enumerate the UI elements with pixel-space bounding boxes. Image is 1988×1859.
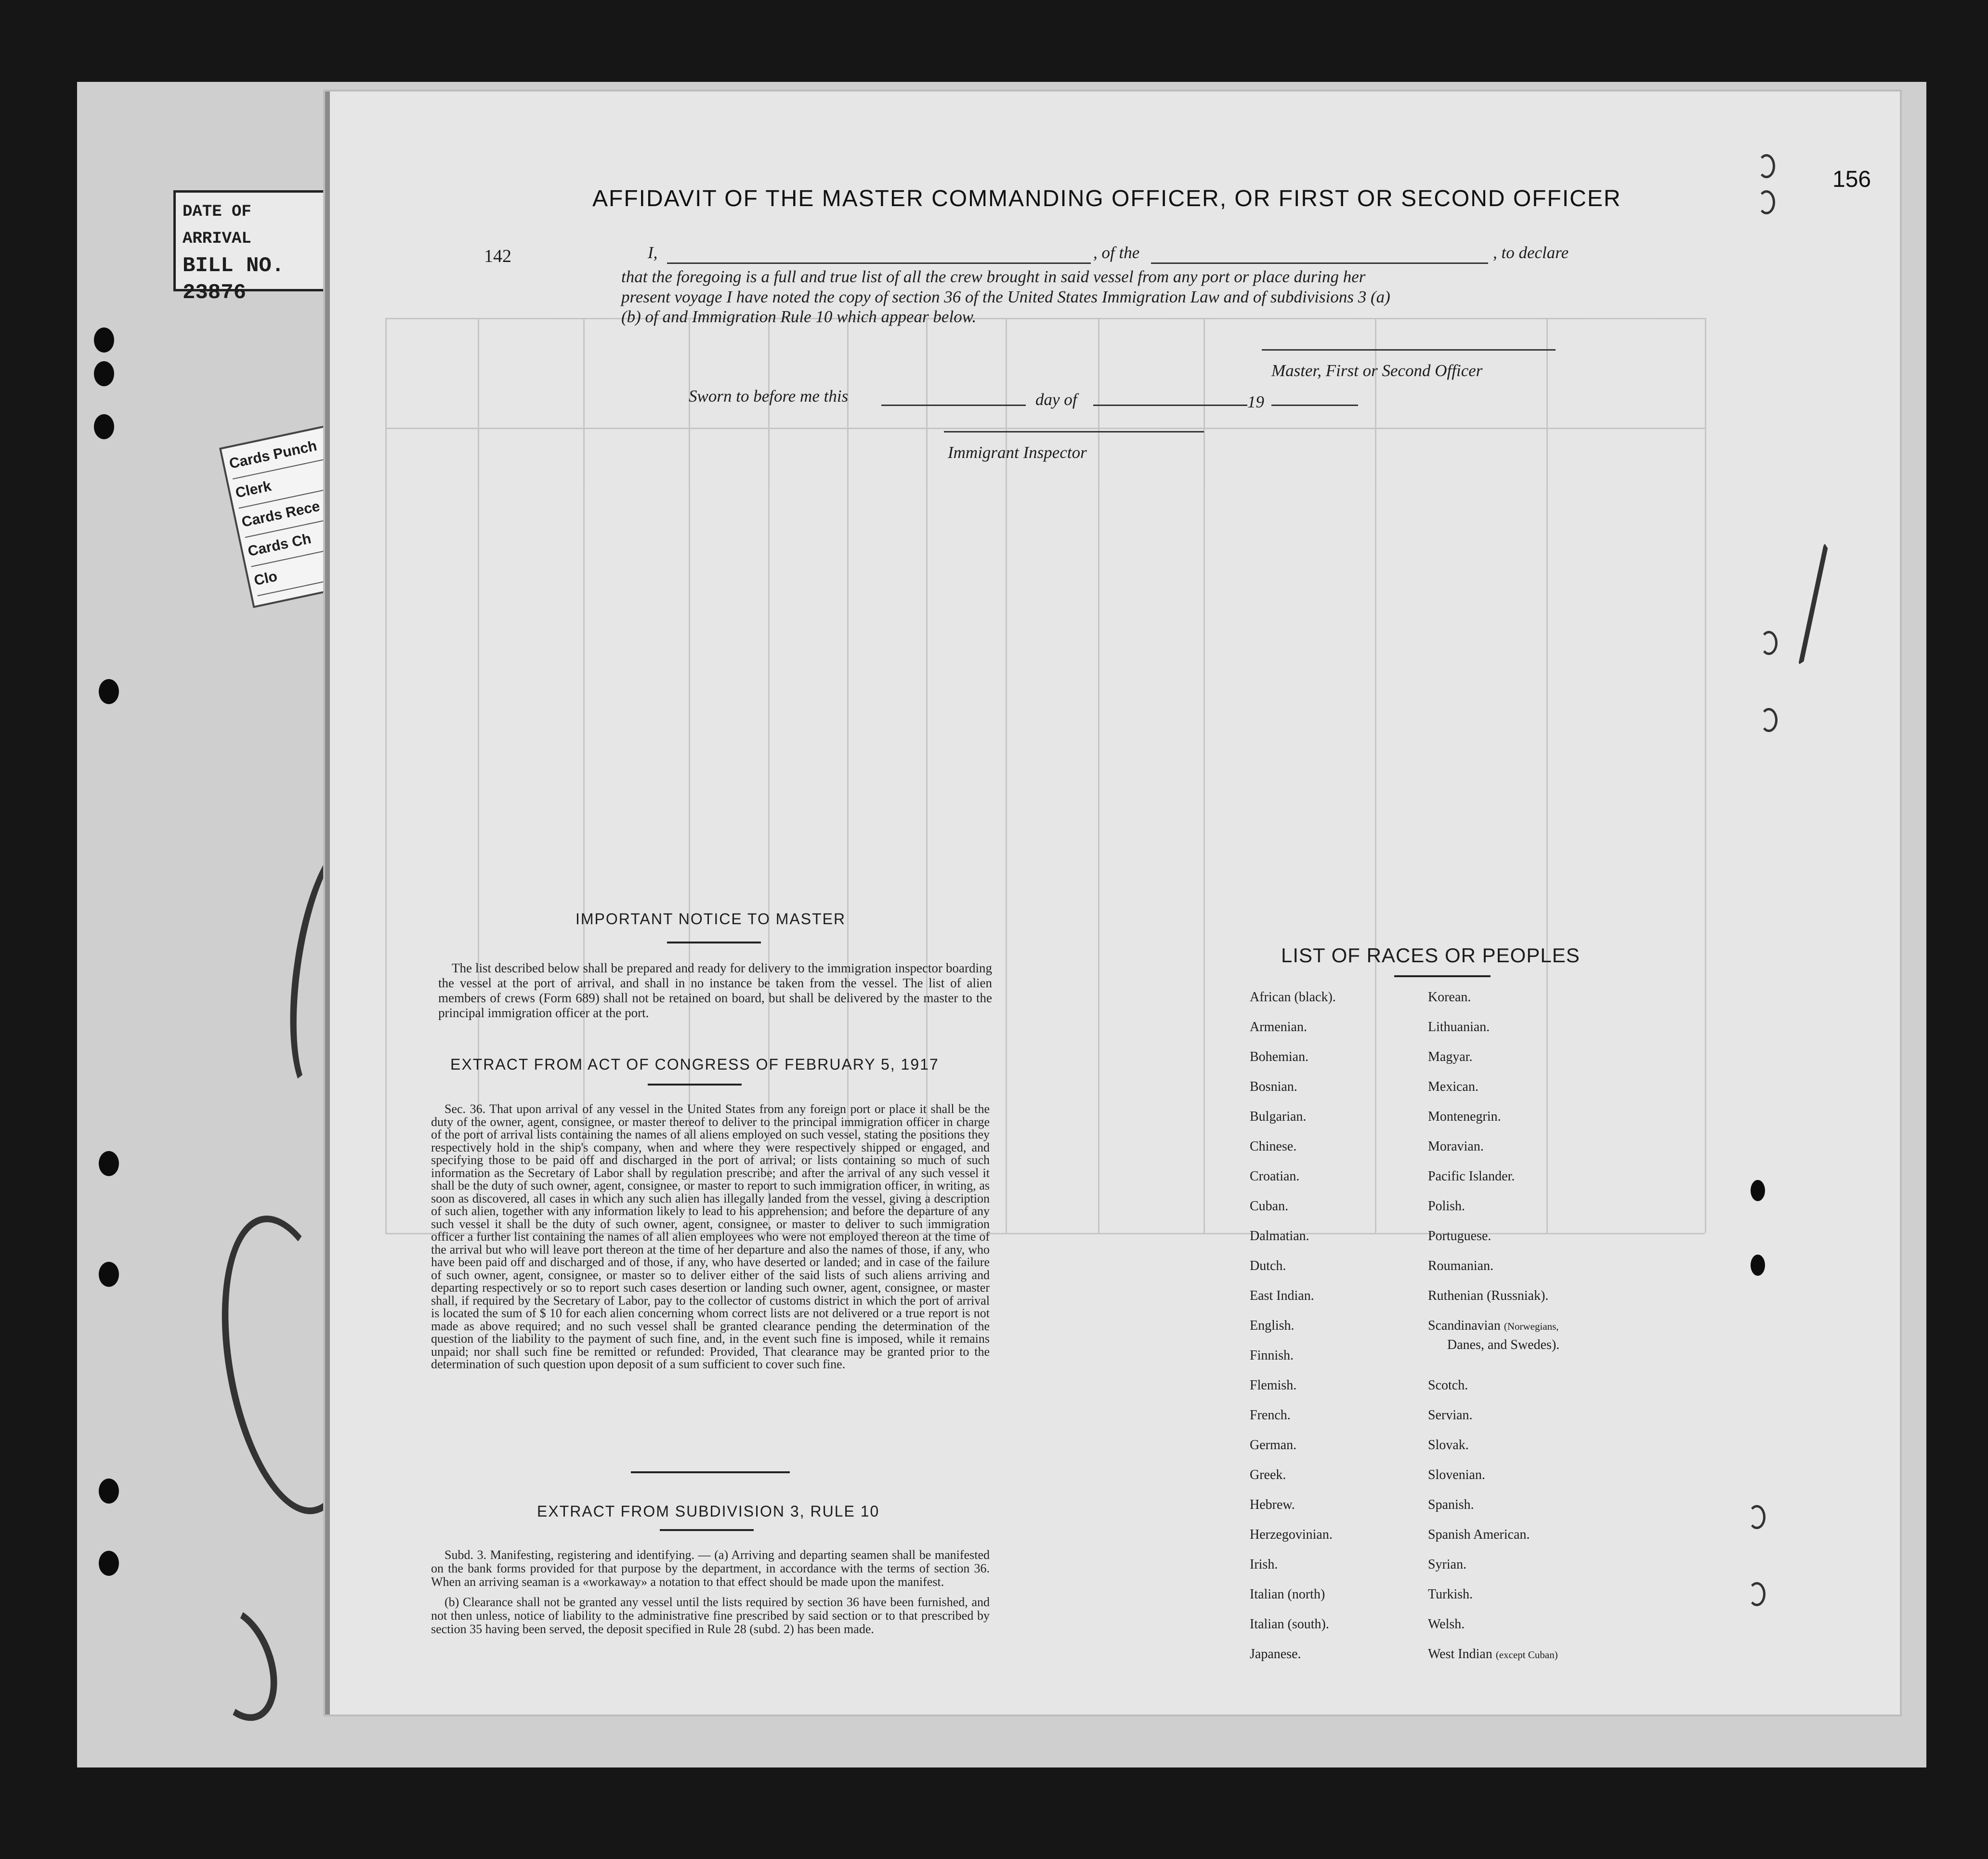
sworn-day-line xyxy=(881,405,1026,406)
affidavit-title: AFFIDAVIT OF THE MASTER COMMANDING OFFICER, OR FIRST OR SECOND OFFICER xyxy=(592,186,1622,211)
race-note: (Norwegians, xyxy=(1504,1321,1559,1332)
race-item: Chinese. xyxy=(1250,1139,1297,1154)
punch-hole xyxy=(99,1479,119,1504)
race-item: Cuban. xyxy=(1250,1199,1289,1214)
name-blank-line xyxy=(667,262,1091,264)
races-right-column xyxy=(1428,982,1559,1669)
cards-card-line: Cards Punch xyxy=(226,423,361,479)
race-item: African (black). xyxy=(1250,990,1336,1005)
day-of-label: day of xyxy=(1035,390,1077,409)
binder-ring xyxy=(1748,1505,1766,1529)
race-item-west-indian xyxy=(1428,1639,1559,1669)
race-item: Herzegovinian. xyxy=(1250,1527,1333,1542)
notice-text: The list described below shall be prepared and ready for delivery to the immigration inspector boarding the vessel at the port of arrival, and shall in no instance be taken from the vessel. The list of alien members of crews (Form 689) shall not be retained on board, but shall be delivered by the master to the principal immigration officer at the port. xyxy=(438,961,992,1020)
punch-hole xyxy=(1751,1180,1765,1201)
punch-hole xyxy=(94,414,114,439)
race-item: Servian. xyxy=(1428,1408,1473,1423)
punch-hole xyxy=(99,1151,119,1176)
race-item: German. xyxy=(1250,1438,1297,1453)
inspector-label: Immigrant Inspector xyxy=(948,443,1087,462)
stamp-bill-number: 23876 xyxy=(183,281,247,305)
binder-ring xyxy=(1758,190,1775,214)
race-item: French. xyxy=(1250,1408,1291,1423)
punch-hole xyxy=(99,679,119,704)
punch-hole xyxy=(94,361,114,386)
heading-rule xyxy=(1394,975,1491,977)
race-item: Spanish American. xyxy=(1428,1527,1530,1542)
races-left-column xyxy=(1250,982,1336,1669)
punch-hole xyxy=(99,1262,119,1287)
rule-text-a: Subd. 3. Manifesting, registering and identifying. — (a) Arriving and departing seamen shall be manifested on the bank forms provided for that purpose by the department, in accordance with the terms of section 36. When an arriving seaman is a «workaway» a notation to that effect should be made upon the manifest. xyxy=(431,1548,990,1589)
arrival-stamp xyxy=(173,190,332,305)
race-item-scandinavian xyxy=(1428,1311,1559,1333)
notice-heading: IMPORTANT NOTICE TO MASTER xyxy=(575,910,846,928)
race-item: Lithuanian. xyxy=(1428,1020,1490,1034)
stamp-bill-label: BILL NO. xyxy=(183,254,285,278)
race-item: Magyar. xyxy=(1428,1049,1473,1064)
race-item: English. xyxy=(1250,1318,1295,1333)
cards-card-line: Cards Ch xyxy=(245,511,379,567)
race-item: Croatian. xyxy=(1250,1169,1300,1184)
inspector-signature-line xyxy=(944,431,1204,432)
year-label: 19 xyxy=(1247,393,1264,411)
rule-heading: EXTRACT FROM SUBDIVISION 3, RULE 10 xyxy=(537,1503,880,1520)
punch-hole xyxy=(1751,1255,1765,1276)
affidavit-line3: present voyage I have noted the copy of section 36 of the United States Immigration Law and of subdivisions 3 (a) xyxy=(621,288,1390,306)
vessel-blank-line xyxy=(1151,262,1488,264)
race-item: East Indian. xyxy=(1250,1288,1314,1303)
cards-card-line: Clo xyxy=(251,540,386,596)
race-item: Danes, and Swedes). xyxy=(1447,1337,1560,1352)
binder-ring xyxy=(1760,708,1778,732)
race-item: Scotch. xyxy=(1428,1378,1468,1393)
notice-text-block xyxy=(438,961,992,1027)
race-item: Mexican. xyxy=(1428,1079,1478,1094)
affidavit-declare: , to declare xyxy=(1493,243,1569,262)
margin-number: 142 xyxy=(484,246,511,266)
race-item: Turkish. xyxy=(1428,1587,1473,1602)
race-item: Dalmatian. xyxy=(1250,1229,1309,1244)
section-rule xyxy=(631,1471,790,1473)
punch-hole xyxy=(99,1551,119,1576)
binder-ring xyxy=(1748,1582,1766,1606)
race-item: Bulgarian. xyxy=(1250,1109,1307,1124)
act-text: Sec. 36. That upon arrival of any vessel in the United States from any foreign port or place it shall be the duty of the owner, agent, consignee, or master thereof to deliver to the principal immigration officer in charge of the port of arrival lists containing the names of all aliens employed on such vessel, stating the positions they respectively hold in the ship's company, when and where they were respectively shipped or engaged, and specifying those to be paid off and discharged in the port of arrival; or lists containing so much of such information as the Secretary of Labor shall by regulation prescribe; and after the arrival of any such vessel it shall be the duty of such owner, agent, consignee, or master to report to such immigration officer, in writing, as soon as discovered, all cases in which any such alien has illegally landed from the vessel, giving a description of such alien, together with any information likely to lead to his apprehension; and before the departure of any such vessel it shall be the duty of such owner, agent, consignee, or master to deliver to such immigration officer a further list containing the names of all alien employees who were not employed thereon at the time of the arrival but who will leave port thereon at the time of her departure and also the names of those, if any, who have been paid off and discharged and of those, if any, who have deserted or landed; and in case of the failure of such owner, agent, consignee, or master so to deliver either of the said lists of such aliens arriving and departing respectively or so to report such cases desertion or landing such owner, agent, consignee, or master shall, if required by the Secretary of Labor, pay to the collector of customs district in which the port of arrival is located the sum of $ 10 for each alien concerning whom correct lists are not delivered or a true report is not made as above required; and no such vessel shall be granted clearance pending the determination of the question of the liability to the payment of such fine, and, in the event such fine is imposed, while it remains unpaid; nor shall such fine be remitted or refunded: Provided, That clearance may be granted prior to the determination of such question upon deposit of a sum sufficient to cover such fine. xyxy=(431,1102,990,1371)
race-item: Bosnian. xyxy=(1250,1079,1297,1094)
year-line xyxy=(1271,405,1358,406)
race-item: Dutch. xyxy=(1250,1258,1286,1273)
heading-rule xyxy=(660,1529,754,1531)
race-item: Japanese. xyxy=(1250,1647,1301,1662)
race-item: Welsh. xyxy=(1428,1617,1465,1632)
act-text-block xyxy=(431,1103,990,1378)
officer-signature-line xyxy=(1262,349,1556,351)
race-note: (except Cuban) xyxy=(1495,1649,1558,1661)
race-item: Portuguese. xyxy=(1428,1229,1491,1244)
races-heading: LIST OF RACES OR PEOPLES xyxy=(1281,944,1580,967)
cards-card-line: Clerk xyxy=(233,452,367,509)
binder-ring xyxy=(1758,154,1775,178)
affidavit-of-the: , of the xyxy=(1093,243,1140,262)
affidavit-line4: (b) of and Immigration Rule 10 which appear below. xyxy=(621,307,977,326)
race-item: Bohemian. xyxy=(1250,1049,1309,1064)
act-heading: EXTRACT FROM ACT OF CONGRESS OF FEBRUARY 5, 1917 xyxy=(450,1056,939,1073)
affidavit-line2: that the foregoing is a full and true list of all the crew brought in said vessel from any port or place during her xyxy=(621,267,1366,286)
race-item: Ruthenian (Russniak). xyxy=(1428,1288,1549,1303)
heading-rule xyxy=(667,942,761,943)
page-number: 156 xyxy=(1832,167,1871,192)
race-item: Italian (north) xyxy=(1250,1587,1325,1602)
race-item: Montenegrin. xyxy=(1428,1109,1501,1124)
race-item: Flemish. xyxy=(1250,1378,1297,1393)
race-item: Pacific Islander. xyxy=(1428,1169,1515,1184)
cards-card-line: Cards Rece xyxy=(239,482,373,538)
affidavit-i: I, xyxy=(648,243,658,262)
stamp-date-label: DATE OF ARRIVAL xyxy=(183,203,251,248)
race-item: Spanish. xyxy=(1428,1497,1474,1512)
race-item: Slovak. xyxy=(1428,1438,1469,1453)
race-item: Finnish. xyxy=(1250,1348,1294,1363)
race-item: West Indian xyxy=(1428,1647,1492,1662)
officer-label: Master, First or Second Officer xyxy=(1271,361,1483,380)
rule-text-block xyxy=(431,1548,990,1643)
month-line xyxy=(1093,405,1247,406)
race-item: Roumanian. xyxy=(1428,1258,1494,1273)
race-item: Moravian. xyxy=(1428,1139,1484,1154)
race-item: Korean. xyxy=(1428,990,1471,1005)
race-item: Greek. xyxy=(1250,1467,1286,1482)
race-item: Scandinavian xyxy=(1428,1318,1501,1333)
sworn-label: Sworn to before me this xyxy=(689,387,849,406)
race-item: Slovenian. xyxy=(1428,1467,1485,1482)
race-item: Armenian. xyxy=(1250,1020,1307,1034)
race-item: Irish. xyxy=(1250,1557,1278,1572)
race-item: Syrian. xyxy=(1428,1557,1467,1572)
race-item: Hebrew. xyxy=(1250,1497,1295,1512)
punch-hole xyxy=(94,327,114,353)
race-item: Italian (south). xyxy=(1250,1617,1329,1632)
rule-text-b: (b) Clearance shall not be granted any vessel until the lists required by section 36 have been furnished, and not then unless, notice of liability to the administrative fine prescribed by said section or to that prescribed by section 35 having been served, the deposit specified in Rule 28 (subd. 2) has been made. xyxy=(431,1595,990,1636)
race-item: Polish. xyxy=(1428,1199,1465,1214)
heading-rule xyxy=(648,1084,742,1086)
binder-ring xyxy=(1760,631,1778,655)
